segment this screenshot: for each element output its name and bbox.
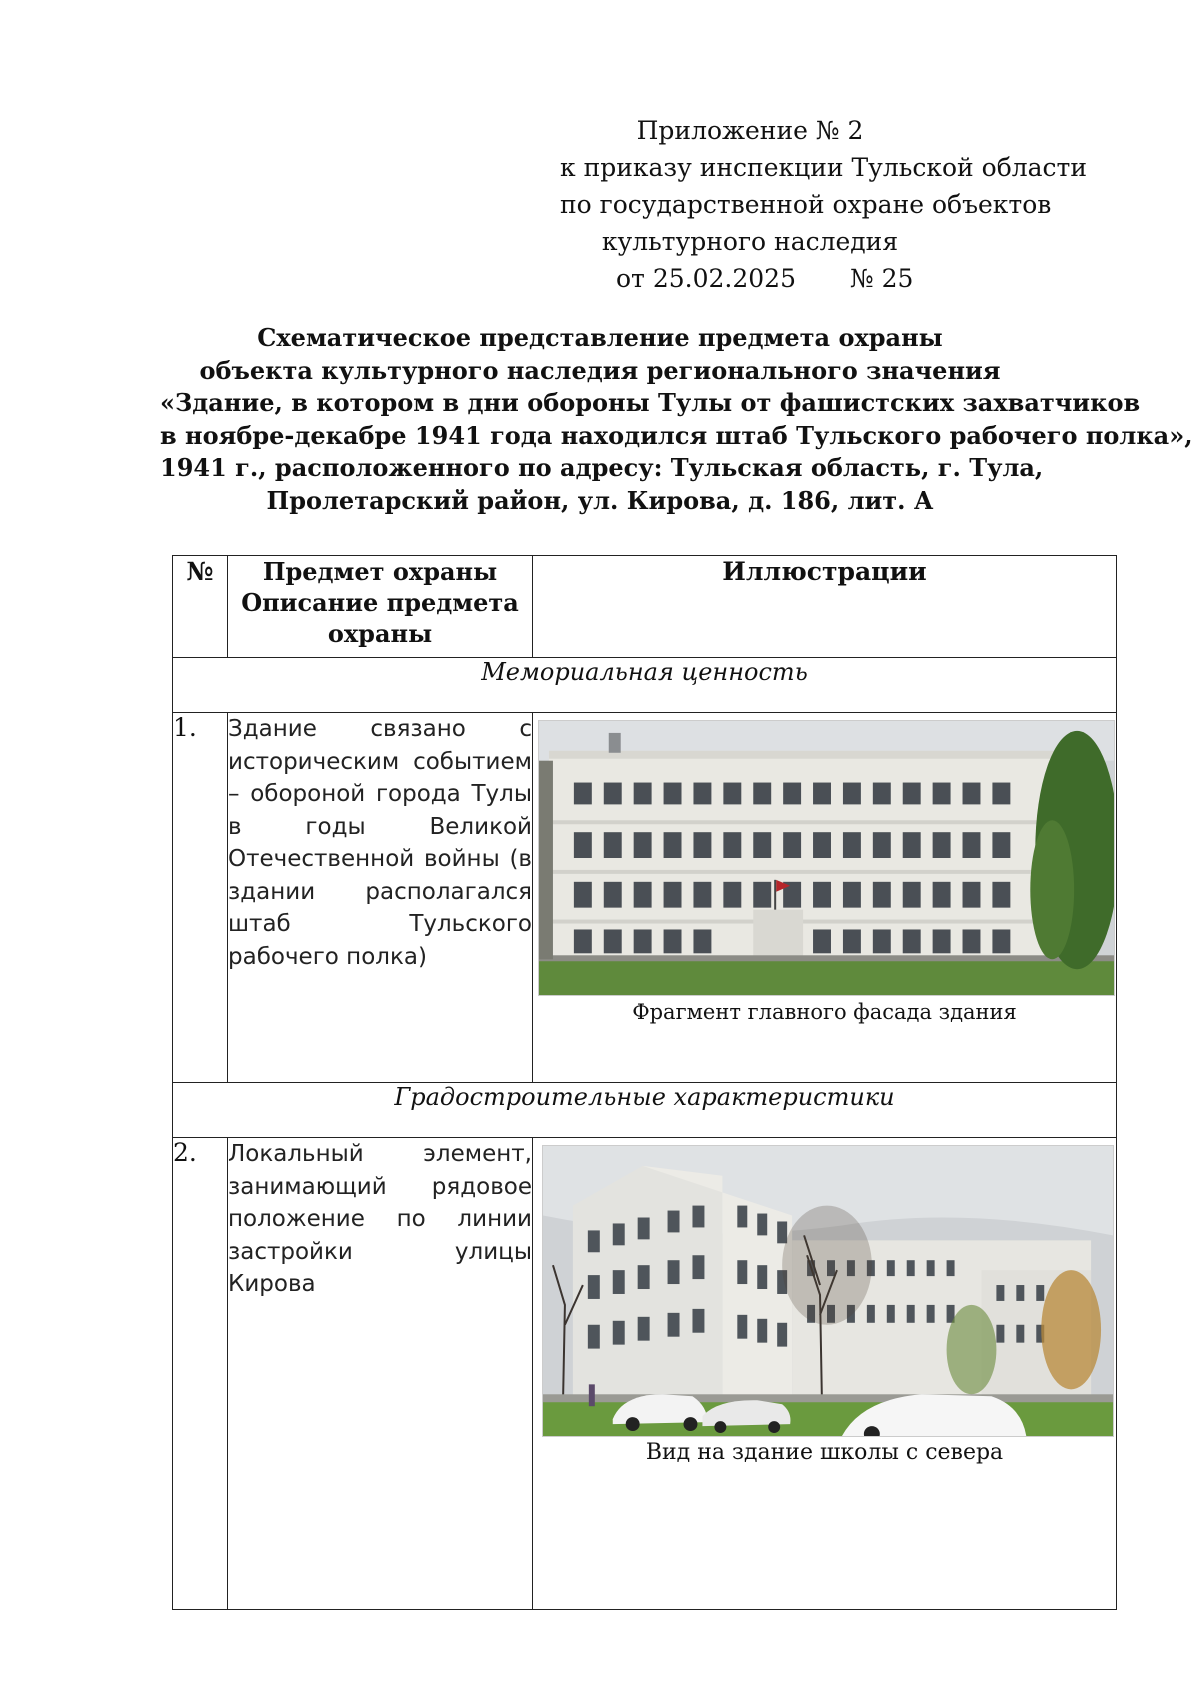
appendix-header [560, 112, 1088, 297]
title-line-6: Пролетарский район, ул. Кирова, д. 186, лит. А [266, 485, 934, 515]
header-subject [228, 556, 533, 658]
title-line-2: объекта культурного наследия регионального значения [199, 355, 1001, 385]
photo-caption: Фрагмент главного фасада здания [632, 1000, 1017, 1024]
row-description: Здание связано с историческим событием – обороной города Тулы в годы Великой Отечественной войны (в здании располагался штаб Тульского рабочего полка) [228, 713, 533, 1083]
north-view-photo [542, 1145, 1114, 1437]
row-number: 1. [173, 713, 228, 1083]
row-illustration [533, 1138, 1117, 1610]
order-number: № 25 [850, 264, 914, 293]
order-date: от 25.02.2025 [616, 264, 796, 293]
section-row-urban [173, 1083, 1117, 1138]
appendix-order-ref-3: культурного наследия [601, 227, 899, 256]
title-line-5: 1941 г., расположенного по адресу: Тульская область, г. Тула, [160, 453, 1044, 482]
section-row-memorial [173, 658, 1117, 713]
appendix-order-ref-2: по государственной охране объектов [560, 190, 1052, 219]
row-number: 2. [173, 1138, 228, 1610]
facade-photo [538, 720, 1115, 996]
header-num: № [173, 556, 228, 658]
appendix-order-ref: к приказу инспекции Тульской области [560, 153, 1088, 182]
table-row [173, 713, 1117, 1083]
document-title [160, 322, 1193, 517]
title-line-1: Схематическое представление предмета охраны [257, 323, 943, 352]
title-line-3: «Здание, в котором в дни обороны Тулы от фашистских захватчиков [160, 388, 1141, 417]
row-illustration [533, 713, 1117, 1083]
table-header-row [173, 556, 1117, 658]
section-title: Мемориальная ценность [173, 658, 1117, 713]
protection-subject-table [172, 555, 1117, 1610]
row-description: Локальный элемент, занимающий рядовое положение по линии застройки улицы Кирова [228, 1138, 533, 1610]
header-subject-line2: Описание предмета охраны [241, 588, 519, 648]
photo-caption: Вид на здание школы с севера [645, 1440, 1004, 1465]
appendix-number: Приложение № 2 [636, 116, 864, 145]
order-date-line [560, 260, 940, 297]
section-title: Градостроительные характеристики [173, 1083, 1117, 1138]
table-row [173, 1138, 1117, 1610]
header-subject-line1: Предмет охраны [262, 557, 498, 586]
header-illustrations: Иллюстрации [533, 556, 1117, 658]
title-line-4: в ноябре-декабре 1941 года находился штаб Тульского рабочего полка», [160, 420, 1193, 450]
